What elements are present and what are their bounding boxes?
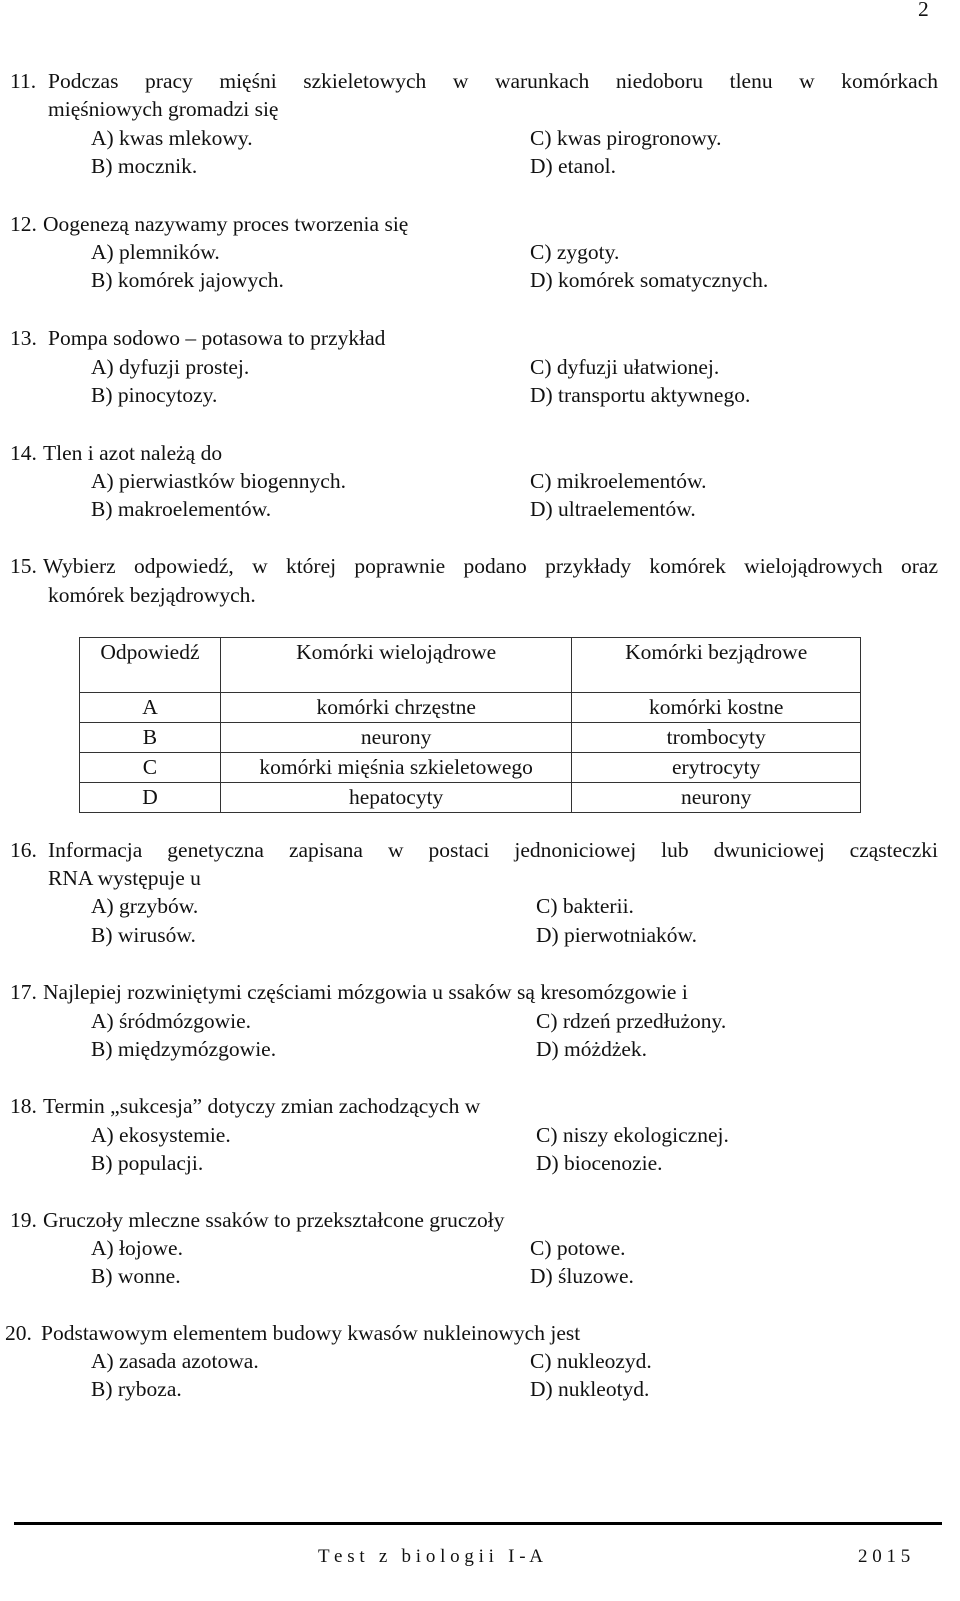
question-text: Termin „sukcesja” dotyczy zmian zachodzących w <box>43 1094 481 1118</box>
option-d: D) etanol. <box>530 154 616 178</box>
question-text: Wybierz odpowiedź, w której poprawnie podano przykłady komórek wielojądrowych oraz <box>43 554 938 578</box>
option-a: A) zasada azotowa. <box>91 1349 259 1373</box>
option-a: A) pierwiastków biogennych. <box>91 469 346 493</box>
table-row <box>80 753 861 783</box>
question-text-continued: RNA występuje u <box>48 866 201 890</box>
column-header: Komórki bezjądrowe <box>572 638 861 693</box>
table-header-row <box>80 638 861 693</box>
option-c: C) zygoty. <box>530 240 620 264</box>
question-text: Najlepiej rozwiniętymi częściami mózgowia u ssaków są kresomózgowie i <box>43 980 688 1004</box>
column-header: Komórki wielojądrowe <box>220 638 572 693</box>
question-number: 14. <box>10 441 37 465</box>
question-number: 13. <box>10 326 37 350</box>
option-d: D) ultraelementów. <box>530 497 696 521</box>
table-cell: erytrocyty <box>572 753 861 783</box>
option-c: C) mikroelementów. <box>530 469 707 493</box>
option-b: B) ryboza. <box>91 1377 182 1401</box>
question-number: 19. <box>10 1208 37 1232</box>
question-number: 15. <box>10 554 37 578</box>
option-c: C) kwas pirogronowy. <box>530 126 722 150</box>
option-a: A) kwas mlekowy. <box>91 126 253 150</box>
option-b: B) międzymózgowie. <box>91 1037 277 1061</box>
option-a: A) śródmózgowie. <box>91 1009 252 1033</box>
option-b: B) wirusów. <box>91 923 196 947</box>
table-cell: komórki kostne <box>572 693 861 723</box>
option-b: B) komórek jajowych. <box>91 268 284 292</box>
option-c: C) bakterii. <box>536 894 634 918</box>
table-cell: D <box>80 783 221 813</box>
table-cell: C <box>80 753 221 783</box>
table-row <box>80 693 861 723</box>
table-cell: komórki mięśnia szkieletowego <box>220 753 572 783</box>
option-c: C) nukleozyd. <box>530 1349 652 1373</box>
question-number: 11. <box>10 69 37 93</box>
option-c: C) dyfuzji ułatwionej. <box>530 355 720 379</box>
question-number: 20. <box>5 1321 32 1345</box>
table-cell: B <box>80 723 221 753</box>
option-b: B) populacji. <box>91 1151 204 1175</box>
question-text: Podczas pracy mięśni szkieletowych w warunkach niedoboru tlenu w komórkach <box>48 69 938 93</box>
option-c: C) niszy ekologicznej. <box>536 1123 729 1147</box>
question-text: Gruczoły mleczne ssaków to przekształcone gruczoły <box>43 1208 505 1232</box>
option-d: D) nukleotyd. <box>530 1377 650 1401</box>
option-a: A) łojowe. <box>91 1236 183 1260</box>
option-d: D) pierwotniaków. <box>536 923 698 947</box>
option-d: D) śluzowe. <box>530 1264 634 1288</box>
option-a: A) ekosystemie. <box>91 1123 231 1147</box>
table-row <box>80 723 861 753</box>
footer-title: T e s t z b i o l o g i i I - A <box>318 1546 543 1567</box>
question-number: 18. <box>10 1094 37 1118</box>
question-number: 17. <box>10 980 37 1004</box>
answers-table <box>79 637 861 813</box>
question-text-continued: mięśniowych gromadzi się <box>48 97 279 121</box>
option-a: A) grzybów. <box>91 894 199 918</box>
option-b: B) makroelementów. <box>91 497 272 521</box>
question-text: Pompa sodowo – potasowa to przykład <box>48 326 386 350</box>
table-cell: hepatocyty <box>220 783 572 813</box>
option-b: B) wonne. <box>91 1264 181 1288</box>
table-cell: A <box>80 693 221 723</box>
page-number: 2 <box>918 0 929 21</box>
option-c: C) potowe. <box>530 1236 626 1260</box>
option-b: B) pinocytozy. <box>91 383 218 407</box>
question-text: Tlen i azot należą do <box>43 441 223 465</box>
option-d: D) transportu aktywnego. <box>530 383 751 407</box>
table-cell: trombocyty <box>572 723 861 753</box>
table-cell: neurony <box>220 723 572 753</box>
footer-year: 2 0 1 5 <box>858 1546 911 1567</box>
question-text: Podstawowym elementem budowy kwasów nukleinowych jest <box>41 1321 581 1345</box>
question-number: 16. <box>10 838 37 862</box>
question-text: Oogenezą nazywamy proces tworzenia się <box>43 212 409 236</box>
option-c: C) rdzeń przedłużony. <box>536 1009 727 1033</box>
option-a: A) plemników. <box>91 240 220 264</box>
table-cell: komórki chrzęstne <box>220 693 572 723</box>
table-cell: neurony <box>572 783 861 813</box>
footer-divider <box>14 1522 942 1525</box>
option-a: A) dyfuzji prostej. <box>91 355 250 379</box>
option-b: B) mocznik. <box>91 154 198 178</box>
option-d: D) móżdżek. <box>536 1037 648 1061</box>
option-d: D) komórek somatycznych. <box>530 268 769 292</box>
table-row <box>80 783 861 813</box>
column-header: Odpowiedź <box>80 638 221 693</box>
question-number: 12. <box>10 212 37 236</box>
question-text: Informacja genetyczna zapisana w postaci jednoniciowej lub dwuniciowej cząsteczki <box>48 838 938 862</box>
question-text-continued: komórek bezjądrowych. <box>48 583 256 607</box>
option-d: D) biocenozie. <box>536 1151 663 1175</box>
